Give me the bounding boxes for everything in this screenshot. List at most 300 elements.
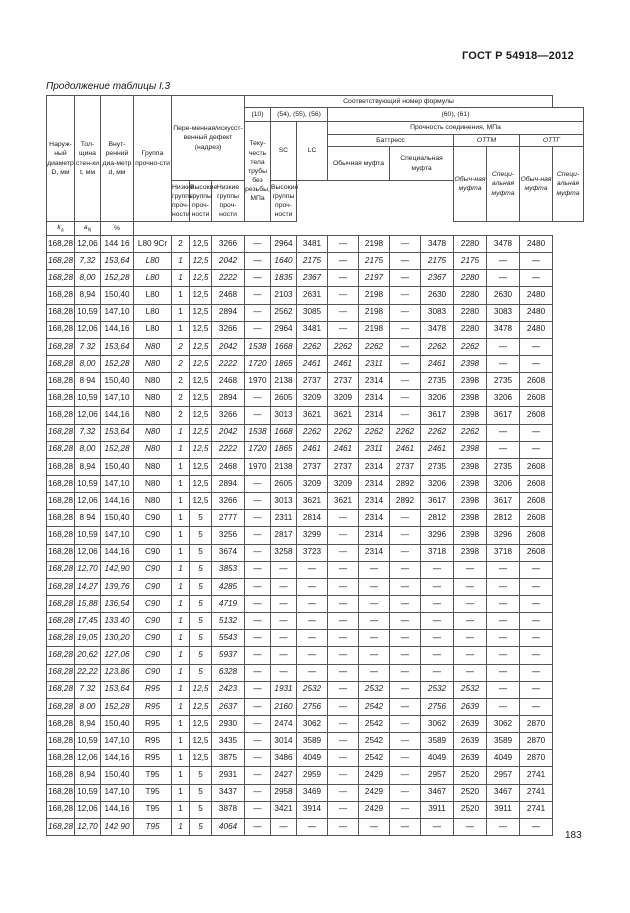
table-cell: 3083 [487,304,520,321]
table-cell: 4049 [297,750,328,767]
table-cell: 2 [172,236,190,253]
table-cell: 3258 [271,544,297,561]
table-cell: 168,28 [47,784,75,801]
table-cell: 12,5 [190,424,212,441]
table-cell: 3478 [421,321,454,338]
table-cell: 2423 [212,681,245,698]
table-cell: — [245,407,271,424]
table-cell: N80 [134,390,172,407]
table-cell: — [390,647,421,664]
table-cell: 3266 [212,493,245,510]
table-cell: 168,28 [47,373,75,390]
table-cell: L80 [134,287,172,304]
table-cell: — [390,390,421,407]
table-cell: — [297,595,328,612]
table-cell: 147,10 [101,304,134,321]
table-cell: 144,16 [101,493,134,510]
header-ottg-special: Специ-альная муфта [553,147,584,222]
table-cell: 12,5 [190,715,212,732]
table-cell: 168,28 [47,715,75,732]
header-high-1: Высокие группы проч-ности [190,181,212,222]
table-cell: 1 [172,595,190,612]
standard-number: ГОСТ Р 54918—2012 [462,50,574,62]
table-cell: 2198 [359,287,390,304]
table-cell: 2639 [454,733,487,750]
table-cell: 2398 [454,355,487,372]
header-formula-10: (10) [245,108,271,122]
table-cell: N80 [134,338,172,355]
table-cell: L80 [134,304,172,321]
table-cell: 4719 [212,595,245,612]
table-cell: — [328,321,359,338]
table-cell: 2 [172,373,190,390]
table-cell: 168,28 [47,767,75,784]
table-cell: 3723 [297,544,328,561]
table-cell: — [271,595,297,612]
table-cell: 5 [190,561,212,578]
table-cell: 2892 [390,475,421,492]
table-cell: 1 [172,733,190,750]
table-cell: 2461 [297,441,328,458]
table-cell: 3478 [487,236,520,253]
table-cell: — [328,818,359,835]
table-cell: 144 16 [101,236,134,253]
table-cell: 152,28 [101,270,134,287]
table-cell: 2520 [454,801,487,818]
table-cell: 168,28 [47,321,75,338]
table-cell: — [328,733,359,750]
table-cell: 3911 [487,801,520,818]
table-cell: — [328,784,359,801]
table-cell: 1970 [245,458,271,475]
table-cell: 4049 [421,750,454,767]
table-cell: 2542 [359,750,390,767]
table-cell: — [390,407,421,424]
table-cell: 12,5 [190,733,212,750]
table-cell: 3853 [212,561,245,578]
table-cell: 12,5 [190,338,212,355]
header-formula-60: (60), (61) [328,108,584,122]
table-cell: 6328 [212,664,245,681]
table-cell: 168,28 [47,801,75,818]
table-cell: 5 [190,544,212,561]
table-cell: — [390,664,421,681]
table-cell: — [271,664,297,681]
table-cell: 2605 [271,390,297,407]
table-row [47,715,584,732]
table-cell: 2735 [487,458,520,475]
table-cell: 2262 [421,424,454,441]
table-cell: 3481 [297,321,328,338]
table-cell: — [520,698,553,715]
table-cell: — [359,613,390,630]
table-cell: 2532 [359,681,390,698]
table-cell: — [297,647,328,664]
table-row [47,236,584,253]
table-cell: 3875 [212,750,245,767]
table-cell: 153,64 [101,253,134,270]
header-formula-54: (54), (55), (56) [271,108,328,122]
table-cell: 1865 [271,441,297,458]
table-cell: — [487,561,520,578]
table-cell: 152,28 [101,355,134,372]
table-cell: — [328,578,359,595]
table-cell: 12,5 [190,681,212,698]
table-row [47,493,584,510]
table-cell: 12,5 [190,355,212,372]
table-cell: 1 [172,527,190,544]
table-cell: 2429 [359,767,390,784]
table-cell: — [359,595,390,612]
table-cell: 168,28 [47,750,75,767]
header-buttress: Баттресс [328,135,454,147]
table-cell: 5 [190,818,212,835]
table-cell: 2398 [454,407,487,424]
table-cell: 2894 [212,304,245,321]
table-cell: — [245,733,271,750]
table-cell: 168,28 [47,493,75,510]
table-cell: 1 [172,304,190,321]
table-cell: 2468 [212,458,245,475]
table-row [47,630,584,647]
table-cell: 2480 [520,304,553,321]
table-cell: — [245,767,271,784]
table-cell: 1 [172,493,190,510]
table-cell: 12,5 [190,390,212,407]
table-cell: 1 [172,767,190,784]
table-cell: T95 [134,767,172,784]
table-cell: 3062 [297,715,328,732]
table-cell: 136,54 [101,595,134,612]
table-cell: 2461 [328,355,359,372]
table-cell: 12,06 [75,407,101,424]
table-cell: 2398 [454,475,487,492]
table-cell: 2812 [421,510,454,527]
table-cell: 3481 [297,236,328,253]
table-cell: 10,59 [75,475,101,492]
table-cell: — [390,304,421,321]
table-cell: 8,94 [75,458,101,475]
table-row [47,304,584,321]
table-cell: — [520,355,553,372]
table-cell: 168,28 [47,698,75,715]
table-row [47,613,584,630]
table-cell: 2367 [297,270,328,287]
table-cell: — [328,253,359,270]
table-cell: 1 [172,287,190,304]
table-cell: — [487,664,520,681]
table-cell: 17,45 [75,613,101,630]
table-cell: — [520,613,553,630]
table-cell: 12,06 [75,750,101,767]
table-cell: 2461 [297,355,328,372]
table-cell: 19,05 [75,630,101,647]
table-cell: 3296 [421,527,454,544]
table-cell: 168,28 [47,253,75,270]
table-cell: 1 [172,475,190,492]
table-cell: 2870 [520,750,553,767]
table-cell: 2930 [212,715,245,732]
table-row [47,578,584,595]
table-cell: 4064 [212,818,245,835]
table-cell: 2542 [359,715,390,732]
table-cell: 5 [190,801,212,818]
table-cell: N80 [134,493,172,510]
table-cell: 147,10 [101,390,134,407]
table-cell: 1 [172,510,190,527]
table-cell: — [245,750,271,767]
table-cell: 2532 [297,681,328,698]
header-ottm-special: Специ-альная муфта [487,147,520,222]
table-cell: 12,5 [190,373,212,390]
table-cell: 5 [190,630,212,647]
table-cell: 3467 [421,784,454,801]
table-cell: R95 [134,733,172,750]
table-cell: 1538 [245,424,271,441]
table-cell: 2562 [271,304,297,321]
table-cell: T95 [134,818,172,835]
table-cell: — [520,441,553,458]
table-cell: 142 90 [101,818,134,835]
table-cell: 1 [172,544,190,561]
table-cell: 2737 [328,458,359,475]
table-cell: N80 [134,373,172,390]
table-cell: 2461 [421,355,454,372]
table-cell: 168,28 [47,818,75,835]
table-cell: 12,5 [190,750,212,767]
table-cell: 168,28 [47,681,75,698]
table-cell: 2639 [454,715,487,732]
table-cell: — [390,561,421,578]
table-cell: C90 [134,630,172,647]
table-cell: L80 [134,270,172,287]
table-cell: N80 [134,355,172,372]
table-cell: 1538 [245,338,271,355]
table-cell: 1 [172,681,190,698]
table-cell: 168,28 [47,664,75,681]
table-cell: 3478 [421,236,454,253]
table-cell: 7 32 [75,338,101,355]
table-cell: 2735 [421,458,454,475]
table-cell: 2429 [359,784,390,801]
table-cell: — [520,681,553,698]
table-cell: 2630 [487,287,520,304]
table-cell: 2817 [271,527,297,544]
table-cell: 10,59 [75,784,101,801]
table-cell: 8 00 [75,698,101,715]
table-cell: 5 [190,664,212,681]
table-cell: 3437 [212,784,245,801]
table-cell: 2398 [454,373,487,390]
table-cell: 2608 [520,544,553,561]
table-row [47,801,584,818]
table-cell: 168,28 [47,441,75,458]
table-row [47,253,584,270]
table-cell: — [328,750,359,767]
table-cell: 2756 [297,698,328,715]
table-cell: 3621 [297,493,328,510]
table-cell: — [520,664,553,681]
table-cell: 2262 [390,424,421,441]
header-percent: % [101,222,134,236]
table-cell: 2741 [520,801,553,818]
table-cell: 168,28 [47,647,75,664]
table-cell: 2608 [520,493,553,510]
table-row [47,510,584,527]
table-cell: 8 94 [75,510,101,527]
table-cell: 2812 [487,510,520,527]
table-cell: 3296 [487,527,520,544]
table-cell: 12,70 [75,561,101,578]
table-cell: — [245,664,271,681]
table-cell: 3062 [421,715,454,732]
table-cell: 2314 [359,458,390,475]
table-cell: — [297,578,328,595]
table-cell: — [390,270,421,287]
header-strength-group: Группа прочно-сти [134,96,172,222]
table-cell: — [390,321,421,338]
table-cell: 2964 [271,321,297,338]
table-cell: — [390,595,421,612]
table-cell: 10,59 [75,304,101,321]
table-cell: 127,06 [101,647,134,664]
table-cell: 3014 [271,733,297,750]
table-cell: 20,62 [75,647,101,664]
table-cell: — [328,664,359,681]
table-cell: 2175 [297,253,328,270]
table-cell: 12,06 [75,321,101,338]
table-cell: N80 [134,407,172,424]
table-cell: 5 [190,784,212,801]
table-cell: 4285 [212,578,245,595]
table-cell: 7,32 [75,253,101,270]
table-cell: — [245,270,271,287]
table-cell: — [245,321,271,338]
table-cell: 2957 [421,767,454,784]
table-cell: 2 [172,338,190,355]
table-cell: — [328,270,359,287]
table-cell: 2198 [359,236,390,253]
table-row [47,373,584,390]
table-cell: 2608 [520,510,553,527]
table-cell: C90 [134,613,172,630]
table-cell: 2262 [297,424,328,441]
table-cell: 1 [172,613,190,630]
table-cell: 168,28 [47,510,75,527]
table-cell: 1 [172,441,190,458]
table-row [47,681,584,698]
table-cell: 2429 [359,801,390,818]
table-cell: 2314 [359,544,390,561]
table-cell: 168,28 [47,578,75,595]
table-cell: — [328,561,359,578]
table-cell: — [245,475,271,492]
table-cell: — [328,698,359,715]
table-cell: — [390,733,421,750]
table-row [47,321,584,338]
table-cell: 168,28 [47,630,75,647]
table-cell: 1 [172,715,190,732]
table-cell: 3062 [487,715,520,732]
table-cell: 2314 [359,373,390,390]
table-row [47,544,584,561]
table-cell: R95 [134,715,172,732]
table-cell: — [390,338,421,355]
table-cell: — [245,493,271,510]
table-cell: — [328,544,359,561]
table-cell: 2608 [520,458,553,475]
table-cell: 2639 [454,750,487,767]
table-cell: 3589 [421,733,454,750]
table-cell: 2468 [212,373,245,390]
table-cell: 144,16 [101,321,134,338]
table-cell: 2314 [359,510,390,527]
table-cell: — [390,750,421,767]
table-cell: 2608 [520,527,553,544]
table-row [47,750,584,767]
table-cell: — [245,715,271,732]
table-cell: 3617 [487,493,520,510]
table-cell: 123,86 [101,664,134,681]
table-cell: — [454,818,487,835]
table-cell: — [520,630,553,647]
table-cell: 2741 [520,767,553,784]
table-cell: 2474 [271,715,297,732]
table-cell: 168,28 [47,304,75,321]
table-cell: 1 [172,630,190,647]
table-cell: 12,5 [190,458,212,475]
table-cell: — [245,647,271,664]
header-inner-diameter: Внут-ренний диа-метр d, мм [101,96,134,222]
table-cell: 5 [190,767,212,784]
table-cell: 3589 [297,733,328,750]
table-row [47,818,584,835]
table-cell: 2 [172,407,190,424]
table-cell: 147,10 [101,475,134,492]
table-cell: 3256 [212,527,245,544]
table-cell: 1 [172,270,190,287]
table-cell: 1 [172,664,190,681]
table-row [47,407,584,424]
table-cell: 8,94 [75,767,101,784]
table-cell: 2542 [359,698,390,715]
table-cell: 2870 [520,733,553,750]
table-cell: — [421,613,454,630]
table-cell: 2608 [520,407,553,424]
table-cell: 2630 [421,287,454,304]
table-cell: — [487,613,520,630]
table-cell: — [454,595,487,612]
table-cell: — [421,818,454,835]
table-cell: 2958 [271,784,297,801]
table-cell: 150,40 [101,715,134,732]
table-cell: — [359,578,390,595]
table-cell: 2892 [390,493,421,510]
table-cell: 168,28 [47,270,75,287]
table-cell: 1931 [271,681,297,698]
table-cell: 2280 [454,236,487,253]
table-cell: 1 [172,253,190,270]
table-cell: 150,40 [101,373,134,390]
table-cell: 3206 [421,390,454,407]
table-row [47,767,584,784]
table-cell: 2532 [421,681,454,698]
header-connection-strength: Прочность соединения, МПа [328,122,584,135]
table-cell: — [245,287,271,304]
table-cell: — [520,561,553,578]
table-cell: 4049 [487,750,520,767]
table-cell: 139,76 [101,578,134,595]
